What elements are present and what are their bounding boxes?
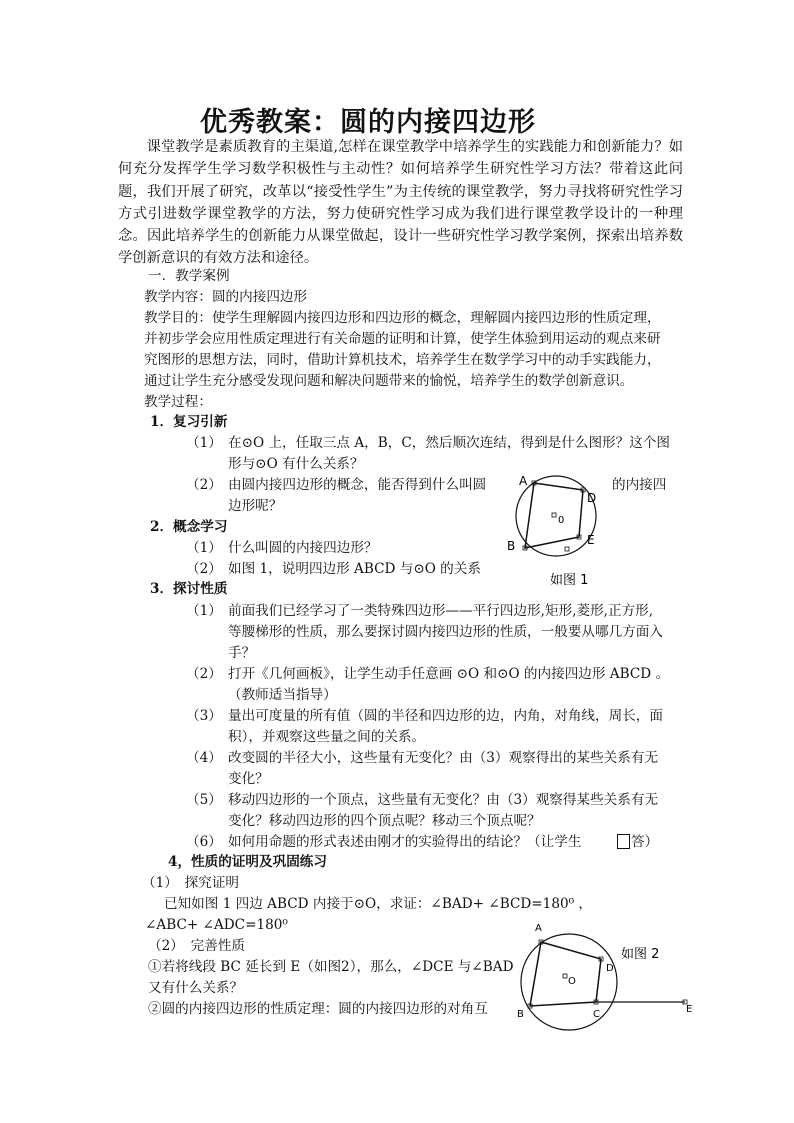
item-text: 形与⊙O 有什么关系？ [228,456,364,472]
item-text: 改变圆的半径大小，这些量有无变化？由（3）观察得出的某些关系有无 [228,750,659,766]
item-text: 变化？移动四边形的四个顶点呢？移动三个顶点呢？ [228,813,541,829]
heading-explore: 3．探讨性质 [150,581,228,597]
item-text: 前面我们已经学习了一类特殊四边形——平行四边形,矩形,菱形,正方形, [228,603,654,619]
process-label: 教学过程： [144,394,212,410]
property-text: ①若将线段 BC 延长到 E（如图2），那么，∠DCE 与∠BAD [148,959,514,975]
center-point [563,974,567,978]
item-text: 什么叫圆的内接四边形？ [228,540,378,556]
label-e: E [587,533,595,547]
heading-concept: 2．概念学习 [150,519,228,535]
item-text: 在⊙O 上，任取三点 A，B，C，然后顺次连结，得到是什么图形？这个图 [228,435,671,451]
item-text: 移动四边形的一个顶点，这些量有无变化？由（3）观察得某些关系有无 [228,792,659,808]
label-o: 0 [558,515,565,526]
item-text: 积），并观察这些量之间的关系。 [228,729,426,745]
teaching-content: 教学内容：圆的内接四边形 [144,289,308,305]
figure-1 [500,466,620,596]
figure-1-caption: 如图 1 [550,573,589,588]
point-c [565,547,569,551]
item-number: （1） [186,540,222,556]
sub-heading: （2） 完善性质 [148,938,246,954]
item-number: （2） [186,561,222,577]
blank-box [617,834,630,849]
item-text: 答） [631,834,659,850]
aim-line: 教学目的：使学生理解圆内接四边形和四边形的概念，理解圆内接四边形的性质定理， [144,310,661,326]
page-title: 优秀教案：圆的内接四边形 [200,107,536,138]
aim-line: 并初步学会应用性质定理进行有关命题的证明和计算，使学生体验到用运动的观点来研 [144,331,661,347]
item-number: （2） [186,666,222,682]
center-point [552,513,556,517]
label-d: D [606,963,614,974]
item-text: 打开《几何画板》，让学生动手任意画 ⊙O 和⊙O 的内接四边形 ABCD 。 [228,666,670,682]
item-text: 手？ [228,645,256,661]
label-b: B [517,1009,524,1020]
item-text: 变化？ [228,771,269,787]
property-text: ②圆的内接四边形的性质定理：圆的内接四边形的对角互 [148,1001,488,1017]
item-number: （4） [186,750,222,766]
item-text: 如何用命题的形式表述由刚才的实验得出的结论？（让学生 [228,834,582,850]
item-text: 量出可度量的所有值（圆的半径和四边形的边，内角，对角线，周长，面 [228,708,663,724]
heading-proof: 4，性质的证明及巩固练习 [168,854,327,870]
label-b: B [507,539,516,553]
label-e: E [686,1004,693,1015]
proof-text: 已知如图 1 四边 ABCD 内接于⊙O，求证：∠BAD+ ∠BCD=180⁰ ， [164,896,592,912]
property-text: 又有什么关系？ [148,980,244,996]
aim-line: 通过让学生充分感受发现问题和解决问题带来的愉悦，培养学生的数学创新意识。 [144,373,634,389]
label-a: A [519,474,528,488]
intro-paragraph: 课堂教学是素质教育的主渠道,怎样在课堂教学中培养学生的实践能力和创新能力？如何充分发挥学生学习数学积极性与主动性？如何培养学生研究性学习方法？带着这此问题，我们开展了研究，改革以“接受性学生”为主传统的课堂教学，努力寻找将研究性学习方式引进数学课堂教学的方法，努力使研究性学习成为我们进行课堂教学设计的一种理念。因此培养学生的创新能力从课堂做起，设计一些研究性学习教学案例，探索出培养数学创新意识的有效方法和途径。 [118,139,683,267]
item-number: （1） [186,435,222,451]
item-number: （1） [186,603,222,619]
item-number: （2） [186,477,222,493]
item-text: （教师适当指导） [228,687,337,703]
item-number: （3） [186,708,222,724]
heading-review: 1．复习引新 [150,414,228,430]
label-c: C [593,1009,600,1020]
label-a: A [535,923,542,934]
item-number: （6） [186,834,222,850]
label-o: O [568,976,576,987]
section-heading: 一．教学案例 [148,268,230,284]
figure-2-caption: 如图 2 [621,947,660,962]
item-text: 等腰梯形的性质，那么要探讨圆内接四边形的性质，一般要从哪几方面入 [228,624,663,640]
item-text: 的内接四 [612,477,667,493]
item-text: 如图 1，说明四边形 ABCD 与⊙O 的关系 [228,561,481,577]
aim-line: 究图形的思想方法，同时，借助计算机技术，培养学生在数学学习中的动手实践能力， [144,352,661,368]
item-number: （5） [186,792,222,808]
quadrilateral [525,483,583,548]
label-d: D [587,491,597,505]
item-text: 由圆内接四边形的概念，能否得到什么叫圆 [228,477,487,493]
figure-2 [505,916,705,1036]
proof-text: ∠ABC+ ∠ADC=180⁰ [145,917,288,933]
item-text: 边形呢？ [228,498,283,514]
sub-heading: （1） 探究证明 [142,875,240,891]
